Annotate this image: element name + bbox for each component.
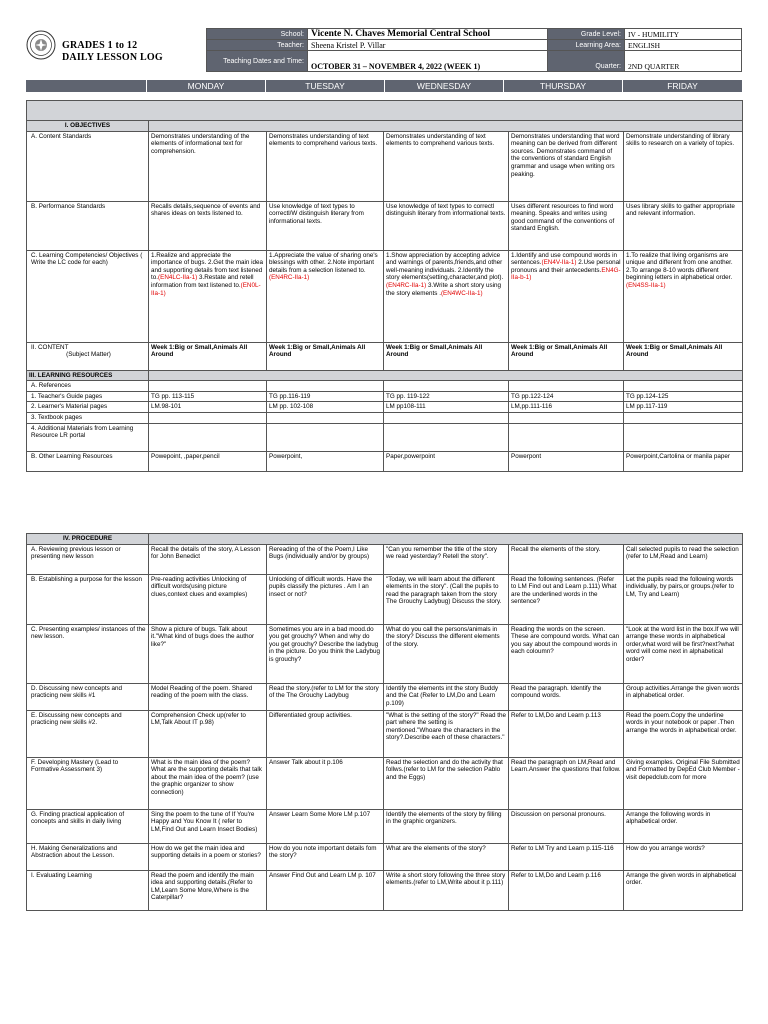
proc-d-thu: Read the paragraph. Identify the compound words. (509, 683, 624, 710)
other-mon: Powepoint, ,paper,pencil (149, 451, 267, 471)
content-thu: Week 1:Big or Small,Animals All Around (509, 342, 624, 370)
proc-b-tue: Unlocking of difficult words. Have the pupils classify the pictures . Am I an insect or not? (267, 574, 384, 624)
perf-std-tue: Use knowledge of text types to correctl/W distinguish literary from informational texts. (267, 201, 384, 250)
proc-c-wed: What do you call the persons/animals in the story? Discuss the different elements of the story. (384, 624, 509, 683)
day-thursday: THURSDAY (503, 80, 622, 92)
proc-h-wed: What are the elements of the story? (384, 843, 509, 870)
teacher-value: Sheena Kristel P. Villar (308, 40, 548, 51)
competencies-thu (509, 250, 624, 342)
other-thu: Powerpont (509, 451, 624, 471)
comp-fri-code1: (EN4SS-IIa-1) (626, 281, 666, 289)
proc-g-fri: Arrange the following words in alphabetical order. (624, 809, 743, 843)
comp-mon-text2: 3.Restate and retell information from text listened to. (151, 274, 254, 289)
day-monday: MONDAY (146, 80, 265, 92)
content-std-mon: Demonstrates understanding of the elements of informational text for comprehension. (149, 131, 267, 201)
proc-c-tue: Sometimes you are in a bad mood.do you get grouchy? When and why do you get grouchy? Describe the ladybug in the picture. Do you think the Ladybug is grouchy? (267, 624, 384, 683)
comp-thu-code2: EN4G-IIa-b-1) (511, 266, 621, 282)
proc-e-wed: "What is the setting of the story?" Read the part where the setting is mentioned."Whoare the characters in the story?.Describe each of these characters." (384, 710, 509, 757)
content-tue: Week 1:Big or Small,Animals All Around (267, 342, 384, 370)
tg-mon: TG pp. 113-115 (149, 391, 267, 402)
comp-wed-text2: 3.Write a short story using the story elements . (386, 281, 502, 297)
content-label-line1: II. CONTENT (31, 343, 69, 351)
day-wednesday: WEDNESDAY (384, 80, 503, 92)
comp-wed-code1: (EN4RC-IIa-1) (386, 281, 427, 289)
proc-c-thu: Reading the words on the screen. These are compound words. What can you say about the compound words in each coloumn? (509, 624, 624, 683)
proc-e-fri: Read the poem.Copy the underline words in your notebook or paper .Then arrange the words in alphabetical order. (624, 710, 743, 757)
doc-title (62, 40, 163, 64)
content-std-tue: Demonstrates understanding of text elements to comprehend various texts. (267, 131, 384, 201)
proc-h-fri: How do you arrange words? (624, 843, 743, 870)
perf-std-thu: Uses different resources to find word meaning. Speaks and writes using good command of the conventions of standard English. (509, 201, 624, 250)
other-wed: Paper,powerpoint (384, 451, 509, 471)
day-friday: FRIDAY (622, 80, 742, 92)
objectives-heading: I. OBJECTIVES (27, 121, 149, 132)
proc-c-mon: Show a picture of bugs. Talk about it."What kind of bugs does the author like?" (149, 624, 267, 683)
competencies-wed (384, 250, 509, 342)
textbook-pages-label: 3. Textbook pages (27, 412, 149, 423)
quarter-value: 2ND QUARTER (625, 51, 742, 72)
proc-f-wed: Read the selection and do the activity that follws.(refer to LM for the selection Pablo and the Eggs) (384, 757, 509, 809)
dates-value: OCTOBER 31 – NOVEMBER 4, 2022 (WEEK 1) (308, 51, 548, 72)
doc-title-line1: GRADES 1 to 12 (62, 40, 138, 51)
proc-g-mon: Sing the poem to the tune of If You're Happy and You Know It ( refer to LM,Find Out and Learn Insect Bodies) (149, 809, 267, 843)
competencies-tue (267, 250, 384, 342)
proc-c-fri: "Look at the word list in the box.If we will arrange these words in alphabetical order,what word will be first?next?what word will come next in alphabetical order? (624, 624, 743, 683)
additional-materials-label: 4. Additional Materials from Learning Resource LR portal (27, 423, 149, 451)
header (26, 28, 742, 74)
comp-tue-text1: 1.Appreciate the value of sharing one's blessings with other. 2.Note important details from a selection listened to. (269, 251, 378, 274)
comp-wed-text1: 1.Show appreciation by accepting advice and warnings of parents,friends,and other well-meaning individuals. 2.Identify the story elements(setting,character,and plot). (386, 251, 504, 282)
tg-wed: TG pp. 119-122 (384, 391, 509, 402)
comp-mon-code1: (EN4LC-IIa-1) (158, 274, 198, 282)
competencies-mon (149, 250, 267, 342)
proc-a-mon: Recall the details of the story, A Lesson for John Benedict (149, 544, 267, 574)
content-standards-label: A. Content Standards (27, 131, 149, 201)
performance-standards-label: B. Performance Standards (27, 201, 149, 250)
doc-title-line2: DAILY LESSON LOG (62, 52, 163, 63)
proc-b-mon: Pre-reading activities Unlocking of difficult words(using picture clues,context clues and examples) (149, 574, 267, 624)
competencies-fri (624, 250, 743, 342)
perf-std-mon: Recalls details,sequence of events and shares ideas on texts listened to. (149, 201, 267, 250)
area-value: ENGLISH (625, 40, 742, 51)
content-label-line2: (Subject Matter) (66, 351, 111, 359)
proc-d-mon: Model Reading of the poem. Shared reading of the poem with the class. (149, 683, 267, 710)
grade-label: Grade Level: (548, 29, 625, 40)
proc-i-label: I. Evaluating Learning (27, 870, 149, 910)
proc-d-fri: Group activities.Arrange the given words in alphabetical order. (624, 683, 743, 710)
dates-label: Teaching Dates and Time: (207, 51, 308, 72)
day-header-bar (26, 80, 742, 92)
proc-g-label: G. Finding practical application of concepts and skills in daily living (27, 809, 149, 843)
proc-i-tue: Answer Find Out and Learn LM p. 107 (267, 870, 384, 910)
proc-c-label: C. Presenting examples/ instances of the new lesson. (27, 624, 149, 683)
proc-e-tue: Differentiated group activities. (267, 710, 384, 757)
proc-f-mon: What is the main idea of the poem?What are the supporting details that talk about the main idea of the poem? (use the graphic organizer to show connection) (149, 757, 267, 809)
proc-f-fri: Giving examples. Original File Submitted and Formatted by DepEd Club Member - visit depedclub.com for more (624, 757, 743, 809)
tg-thu: TG pp.122-124 (509, 391, 624, 402)
proc-a-label: A. Reviewing previous lesson or presenting new lesson (27, 544, 149, 574)
other-resources-label: B. Other Learning Resources (27, 451, 149, 471)
proc-h-tue: How do you note important details fom the story? (267, 843, 384, 870)
content-wed: Week 1:Big or Small,Animals All Around (384, 342, 509, 370)
proc-h-thu: Refer to LM Try and Learn p.115-116 (509, 843, 624, 870)
tg-tue: TG pp.116-119 (267, 391, 384, 402)
teacher-label: Teacher: (207, 40, 308, 51)
competencies-label: C. Learning Competencies/ Objectives ( Write the LC code for each) (27, 250, 149, 342)
lm-mon: LM.98-101 (149, 402, 267, 413)
proc-b-fri: Let the pupils read the following words individually, by pairs,or groups.(refer to LM, Try and Learn) (624, 574, 743, 624)
lm-thu: LM,pp.111-116 (509, 402, 624, 413)
proc-f-thu: Read the paragraph on LM,Read and Learn.Answer the questions that follow. (509, 757, 624, 809)
proc-a-fri: Call selected pupils to read the selection (refer to LM,Read and Learn) (624, 544, 743, 574)
proc-f-label: F. Developing Mastery (Lead to Formative Assessment 3) (27, 757, 149, 809)
lm-wed: LM pp108-111 (384, 402, 509, 413)
proc-e-mon: Comprehension Check up(refer to LM,Talk About IT p.98) (149, 710, 267, 757)
proc-i-wed: Write a short story following the three story elements.(refer to LM,Write about it p.111) (384, 870, 509, 910)
tg-fri: TG pp.124-125 (624, 391, 743, 402)
content-std-thu: Demonstrates understanding that word meaning can be derived from different sources. Demonstrates command of the conventions of standard English grammar and usage when writing ors peaking. (509, 131, 624, 201)
content-std-fri: Demonstrate understanding of library skills to research on a variety of topics. (624, 131, 743, 201)
proc-i-mon: Read the poem and identify the main idea and supporting details.(Refer to LM,Learn Some More,Where is the Caterpillar? (149, 870, 267, 910)
proc-g-tue: Answer Learn Some More LM p.107 (267, 809, 384, 843)
header-info-table (206, 28, 742, 72)
procedure-heading: IV. PROCEDURE (27, 534, 149, 545)
grade-value: IV - HUMILITY (625, 29, 742, 40)
comp-fri-text1: 1.To realize that living organisms are unique and different from one another. 2.To arrange 8-10 words different beginning letters in alphabetical order. (626, 251, 733, 282)
content-mon: Week 1:Big or Small,Animals All Around (149, 342, 267, 370)
proc-a-thu: Recall the elements of the story. (509, 544, 624, 574)
quarter-label: Quarter: (548, 51, 625, 72)
lm-pages-label: 2. Learner's Material pages (27, 402, 149, 413)
proc-g-thu: Discussion on personal pronouns. (509, 809, 624, 843)
day-header-blank (26, 80, 146, 92)
lm-tue: LM pp. 102-108 (267, 402, 384, 413)
procedure-table (26, 533, 743, 911)
proc-b-wed: "Today, we will learn about the different elements in the story". (Call the pupils to read the paragraph taken from the story The Grouchy Ladybug) Discuss the story. (384, 574, 509, 624)
proc-e-thu: Refer to LM,Do and Learn p.113 (509, 710, 624, 757)
objectives-table (26, 100, 743, 472)
day-tuesday: TUESDAY (265, 80, 384, 92)
proc-d-wed: Identify the elements int the story Buddy and the Cat (Refer to LM,Do and Learn p.109) (384, 683, 509, 710)
proc-i-fri: Arrange the given words in alphabetical order. (624, 870, 743, 910)
comp-mon-text1: 1.Realize and appreciate the importance of bugs. 2.Get the main idea and supporting details from text listened to. (151, 251, 264, 282)
proc-a-wed: "Can you remember the title of the story we read yesterday? Retell the story". (384, 544, 509, 574)
content-label (27, 342, 149, 370)
comp-thu-text1: 1.Identify and use compound words in sentences. (511, 251, 618, 267)
proc-i-thu: Refer to LM,Do and Learn p.116 (509, 870, 624, 910)
content-std-wed: Demonstrates understanding of text elements to comprehend various texts. (384, 131, 509, 201)
learning-resources-heading: III. LEARNING RESOURCES (27, 370, 149, 381)
comp-tue-code1: (EN4RC-IIa-1) (269, 274, 310, 282)
proc-h-label: H. Making Generalizations and Abstraction about the Lesson. (27, 843, 149, 870)
references-label: A. References (27, 381, 149, 392)
other-fri: Powerpoint,Cartolina or manila paper (624, 451, 743, 471)
comp-thu-code1: (EN4V-IIa-1) (541, 259, 577, 267)
proc-b-label: B. Establishing a purpose for the lesson (27, 574, 149, 624)
area-label: Learning Area: (548, 40, 625, 51)
proc-b-thu: Read the following sentences. (Refer to LM Find out and Learn p.111) What are the underlined words in the sentence? (509, 574, 624, 624)
perf-std-fri: Uses library skills to gather appropriate and relevant information. (624, 201, 743, 250)
comp-wed-code2: (EN4WC-IIa-1) (440, 289, 483, 297)
lm-fri: LM pp.117-119 (624, 402, 743, 413)
perf-std-wed: Use knowledge of text types to correctl distinguish literary from informational texts. (384, 201, 509, 250)
proc-d-tue: Read the story.(refer to LM for the story of the The Grouchy Ladybug (267, 683, 384, 710)
content-fri: Week 1:Big or Small,Animals All Around (624, 342, 743, 370)
comp-mon-code2: (EN0L-IIa-1) (151, 281, 261, 297)
proc-e-label: E. Discussing new concepts and practicing new skills #2. (27, 710, 149, 757)
proc-f-tue: Answer Talk about it p.106 (267, 757, 384, 809)
school-value: Vicente N. Chaves Memorial Central School (308, 29, 548, 40)
deped-seal-icon (26, 30, 56, 60)
proc-h-mon: How do we get the main idea and supporting details in a poem or stories? (149, 843, 267, 870)
proc-a-tue: Rereading of the of the Poem,I Like Bugs (individually and/or by groups) (267, 544, 384, 574)
proc-g-wed: Identify the elements of the story by filling in the graphic organizers. (384, 809, 509, 843)
tg-pages-label: 1. Teacher's Guide pages (27, 391, 149, 402)
other-tue: Powerpoint, (267, 451, 384, 471)
school-label: School: (207, 29, 308, 40)
comp-thu-text2: 2.Use personal pronouns and their antecedents. (511, 259, 621, 274)
proc-d-label: D. Discussing new concepts and practicing new skills #1 (27, 683, 149, 710)
